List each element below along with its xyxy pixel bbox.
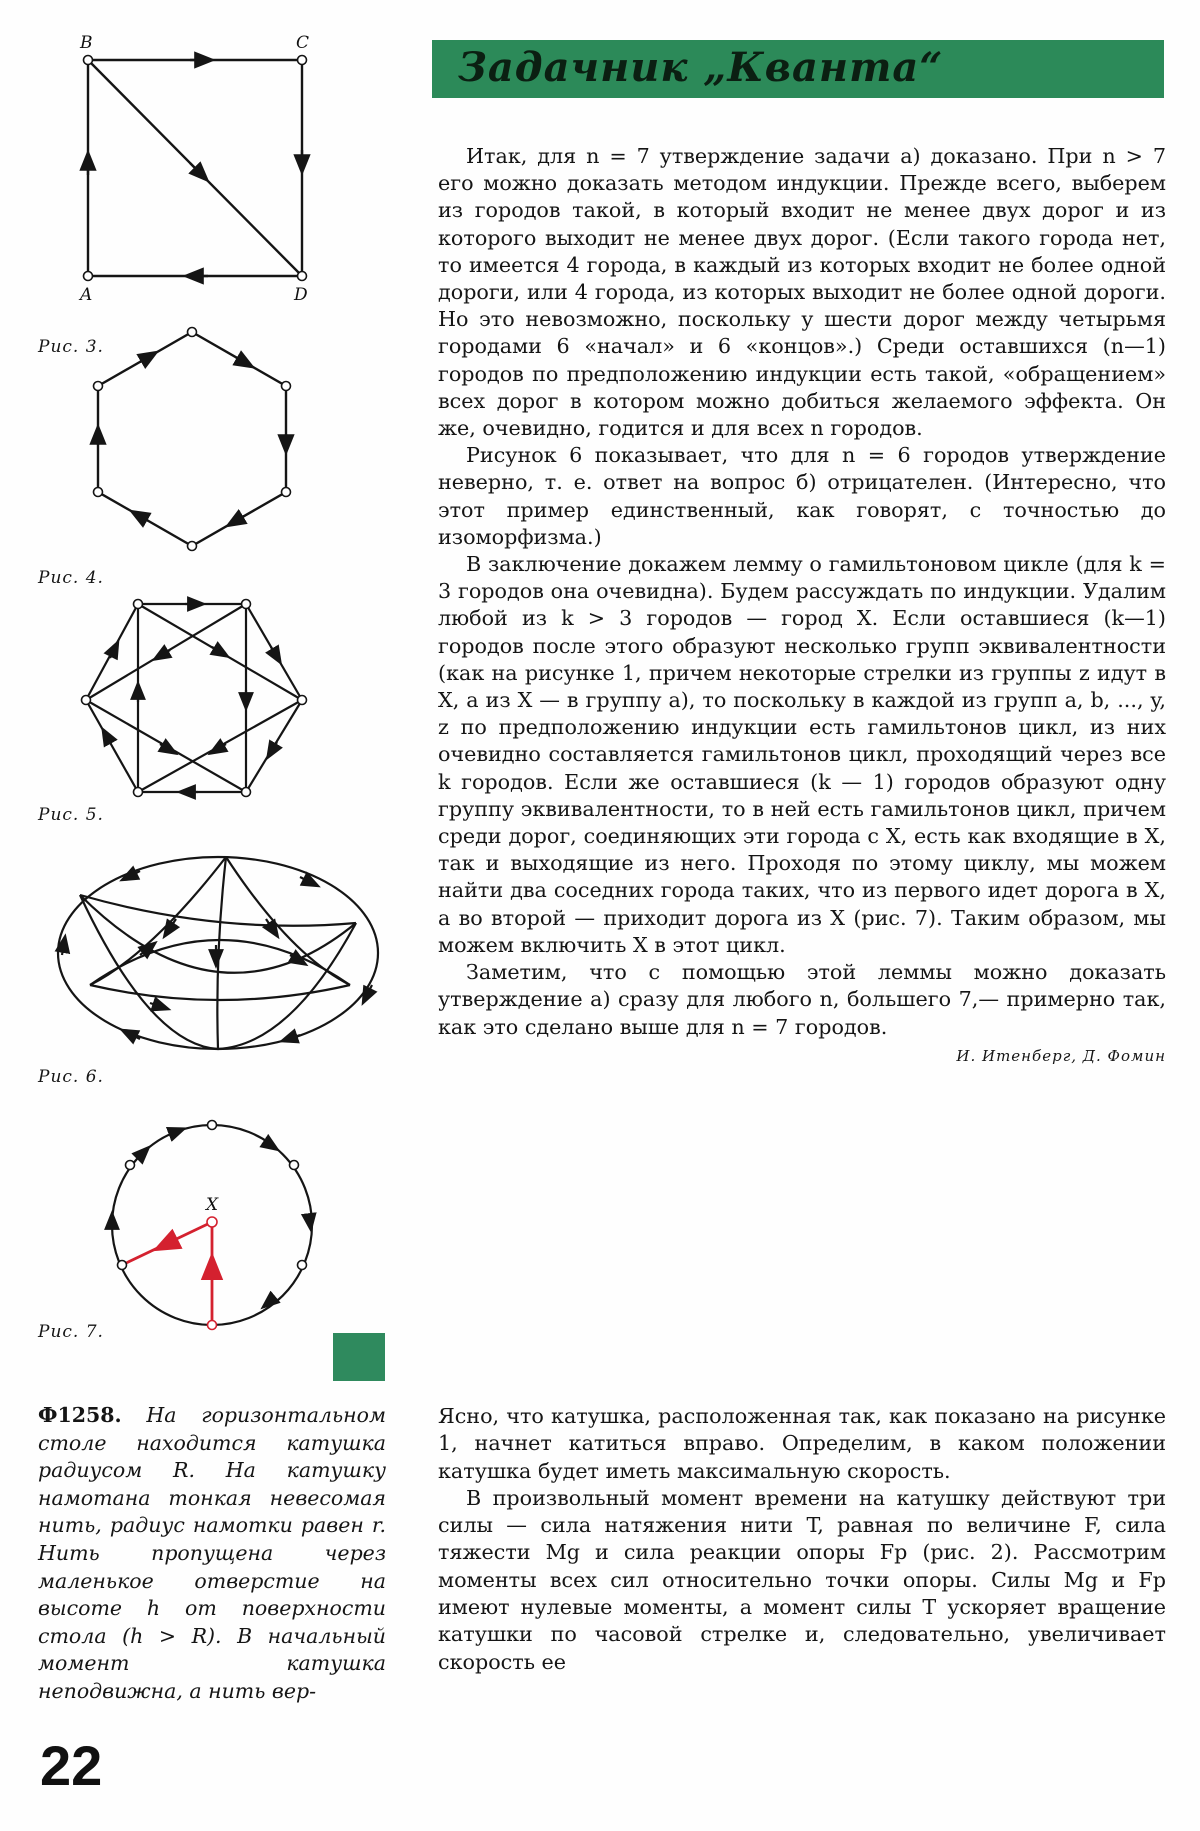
problem-statement: [38, 1402, 386, 1706]
figure-3: [0, 0, 440, 320]
article-paragraph: В заключение докажем лемму о гамильтоновом цикле (для k = 3 городов она очевидна). Будем рассуждать по индукции. Удалим любой из k > 3 городов — город X. Если оставшиеся (k—1) городов после этого образуют несколько групп эквивалентности (как на рисунке 1, причем некоторые стрелки из группы z идут в X, а из X — в группу a), то поскольку в каждой из групп a, b, ..., y, z по предположению индукции есть гамильтонов цикл, из них очевидно составляется гамильтонов цикл, проходящий через все k городов. Если же оставшиеся (k — 1) городов образуют одну группу эквивалентности, то в ней есть гамильтонов цикл, причем среди дорог, соединяющих эти города с X, есть как входящие в X, так и выходящие из него. Проходя по этому циклу, мы можем найти два соседних города таких, что из первого идет дорога в X, а во второй — приходит дорога из X (рис. 7). Таким образом, мы можем включить X в этот цикл.: [438, 552, 1166, 957]
solution-text: [438, 1403, 1166, 1676]
vertex-label-a: A: [80, 285, 93, 305]
article-paragraph: Рисунок 6 показывает, что для n = 6 городов утверждение неверно, т. е. ответ на вопрос б) отрицателен. (Интересно, что этот пример единственный, как говорят, с точностью до изоморфизма.): [438, 443, 1166, 549]
vertex-label-b: B: [80, 33, 93, 53]
figure-7-caption: Рис. 7.: [38, 1322, 104, 1342]
article-paragraph: Итак, для n = 7 утверждение задачи а) доказано. При n > 7 его можно доказать методом индукции. Прежде всего, выберем из городов такой, в который входит не менее двух дорог и из которого выходит не менее двух дорог. (Если такого города нет, то имеется 4 города, в каждый из которых входит не более одной дороги, или 4 города, из которых выходит не более одной дороги. Но это невозможно, поскольку у шести дорог между четырьмя городами 6 «начал» и 6 «концов».) Среди оставшихся (n—1) городов по предположению индукции есть такой, «обращением» всех дорог в котором можно добиться желаемого эффекта. Он же, очевидно, годится и для всех n городов.: [438, 144, 1166, 441]
page-number: 22: [40, 1734, 103, 1797]
graph-nodes: [94, 328, 291, 551]
article-author: И. Итенберг, Д. Фомин: [956, 1046, 1166, 1065]
figure-4: [0, 320, 440, 560]
figure-5: [0, 590, 440, 800]
section-banner: [432, 40, 1164, 98]
vertex-label-x: X: [206, 1195, 219, 1215]
vertex-label-d: D: [294, 285, 308, 305]
section-title: Задачник „Кванта“: [458, 44, 944, 91]
vertex-label-c: C: [296, 33, 310, 53]
problem-number: Ф1258.: [38, 1403, 122, 1427]
figure-5-caption: Рис. 5.: [38, 805, 104, 825]
graph-nodes: [82, 600, 307, 797]
article-paragraph: Заметим, что с помощью этой леммы можно доказать утверждение а) сразу для любого n, большего 7,— примерно так, как это сделано выше для n = 7 городов.: [438, 960, 1166, 1039]
figure-6-caption: Рис. 6.: [38, 1067, 104, 1087]
figure-7: [0, 1110, 440, 1330]
problem-text: На горизонтальном столе находится катушка радиусом R. На катушку намотана тонкая невесомая нить, радиус намотки равен r. Нить пропущена через маленькое отверстие на высоте h от поверхности стола (h > R). В начальный момент катушка неподвижна, а нить вер-: [38, 1403, 386, 1703]
article-text: [438, 143, 1166, 1070]
figure-3-caption: Рис. 3.: [38, 337, 104, 357]
red-edges: [122, 1222, 212, 1325]
figure-4-caption: Рис. 4.: [38, 568, 104, 588]
figure-6: [0, 835, 440, 1075]
solution-paragraph: В произвольный момент времени на катушку действуют три силы — сила натяжения нити T, равная по величине F, сила тяжести Mg и сила реакции опоры Fр (рис. 2). Рассмотрим моменты всех сил относительно точки опоры. Силы Mg и Fр имеют нулевые моменты, а момент силы T ускоряет вращение катушки по часовой стрелке и, следовательно, увеличивает скорость ее: [438, 1485, 1166, 1674]
decorative-square: [333, 1333, 385, 1381]
solution-paragraph: Ясно, что катушка, расположенная так, как показано на рисунке 1, начнет катиться вправо. Определим, в каком положении катушка будет иметь максимальную скорость.: [438, 1404, 1166, 1483]
graph-edges: [88, 60, 302, 276]
